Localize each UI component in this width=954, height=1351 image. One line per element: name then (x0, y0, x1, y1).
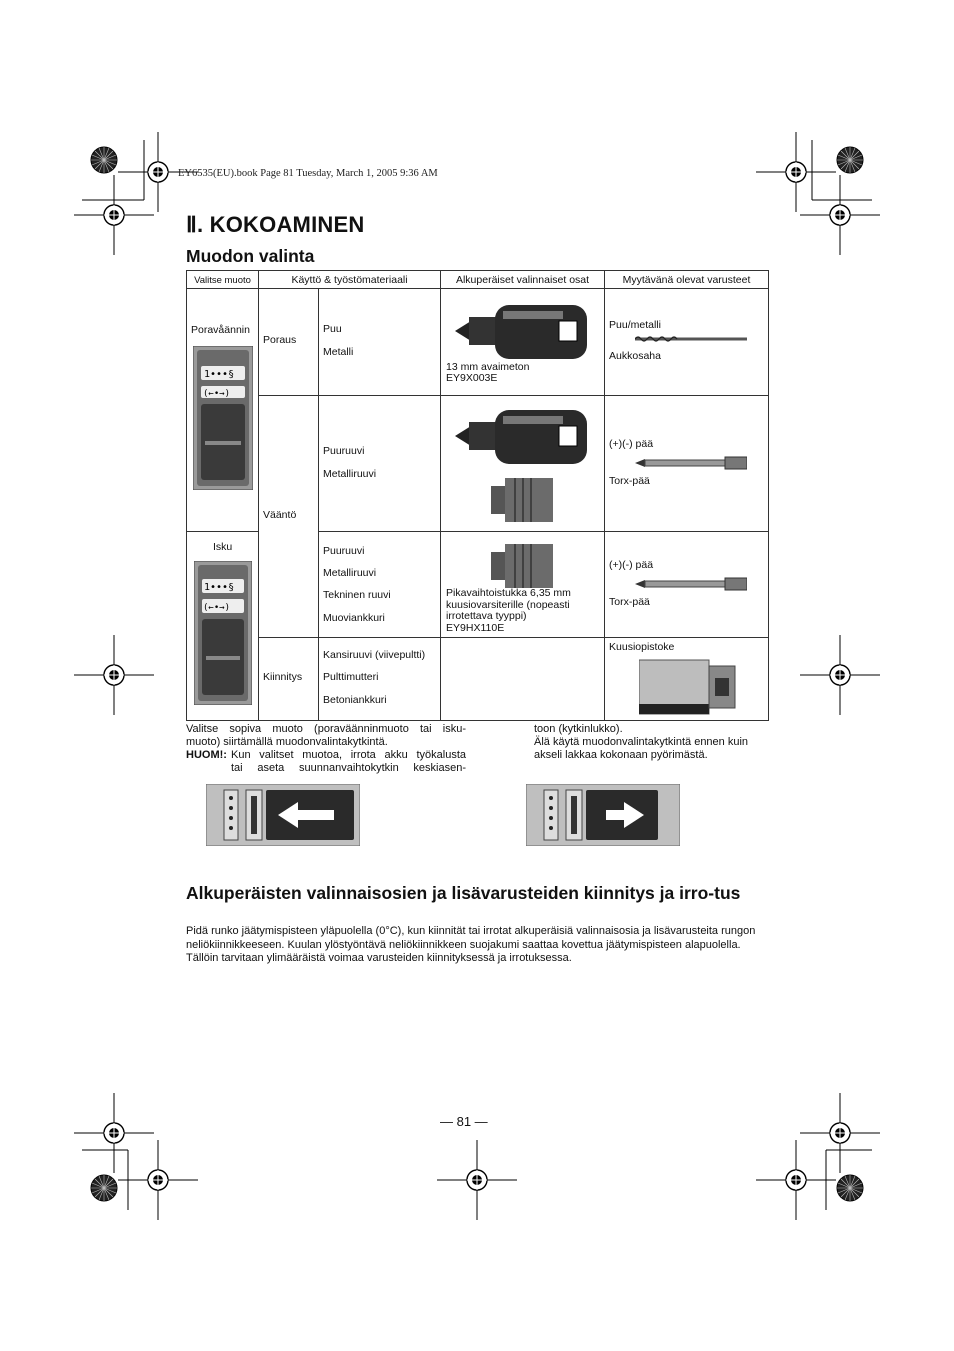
switch-right-arrow-image (526, 784, 680, 846)
acc-hole-saw: Aukkosaha (609, 350, 661, 362)
keyless-chuck-image (455, 299, 595, 363)
section2-body: Pidä runko jäätymispisteen yläpuolella (0°C), kun kiinnität tai irrotat alkuperäisiä valinnaisosia ja lisävarusteita rungon neliökiinnikkeeseen. Kuulan ylöstyöntävä neliökiinnikkeen suojakumi saattaa kovettua jäätymispisteen alapuolella. Tällöin tarvitaan ylimääräistä voimaa varusteiden kiinnityksessä ja irrotuksessa. (186, 925, 756, 964)
right-para-line-2: Älä käytä muodonvalintakytkintä ennen kuin (534, 736, 749, 748)
mode-switch-drill-image (193, 346, 253, 490)
use-drilling-cell (259, 289, 319, 396)
right-paragraph (534, 723, 770, 762)
mode-impact-label: Isku (213, 541, 233, 553)
acc-torx-bit: Torx-pää (609, 475, 650, 487)
header-original-parts: Alkuperäiset valinnaiset osat (441, 271, 605, 289)
use-fastening-label: Kiinnitys (263, 671, 303, 683)
accessories-screw-cell (605, 396, 769, 532)
material-metal-screw: Metalliruuvi (323, 468, 377, 480)
chuck-code: EY9X003E (446, 372, 498, 384)
use-fastening-cell (259, 638, 319, 721)
note-line-1: Kun valitset muotoa, irrota akku työkalusta (231, 749, 466, 761)
svg-text:1•••§: 1•••§ (204, 369, 235, 380)
quick-chuck-code: EY9HX110E (446, 621, 505, 634)
switch-left-arrow-image (206, 784, 360, 846)
mode-switch-impact-image (194, 561, 252, 705)
section-title: Muodon valinta (186, 246, 315, 266)
book-header-line: EY6535(EU).book Page 81 Tuesday, March 1, 2005 9:36 AM (178, 168, 438, 179)
page-title: Ⅱ. KOKOAMINEN (186, 212, 365, 237)
materials-drill-cell (319, 289, 441, 396)
materials-fasten-cell (319, 638, 441, 721)
use-screwing-cell (259, 396, 319, 638)
right-para-line-3: akseli lakkaa kokonaan pyörimästä. (534, 749, 708, 761)
materials-screw-cell (319, 396, 441, 532)
svg-text:(←•→): (←•→) (203, 389, 231, 399)
acc-impact-phillips-bit: (+)(-) pää (609, 559, 654, 571)
material-impact-wood-screw: Puuruuvi (323, 545, 365, 557)
mode-drill-cell (187, 289, 259, 532)
left-para-line-1: Valitse sopiva muoto (poraväänninmuoto tai isku- (186, 723, 466, 735)
original-empty-cell (441, 638, 605, 721)
keyless-chuck-image-2 (455, 404, 595, 468)
material-wood-screw: Puuruuvi (323, 445, 365, 457)
hex-socket-image (639, 656, 737, 718)
mode-impact-cell (187, 532, 259, 721)
mode-drill-label: Poravåännin (191, 324, 250, 336)
note-line-2: tai aseta suunnanvaihtokytkin keskiasen- (231, 762, 466, 774)
original-chuck-cell (441, 289, 605, 396)
accessories-impact-cell (605, 532, 769, 638)
acc-phillips-bit: (+)(-) pää (609, 438, 654, 450)
acc-hex-socket: Kuusiopistoke (609, 641, 675, 653)
material-plastic-anchor: Muoviankkuri (323, 612, 385, 624)
material-technical-screw: Tekninen ruuvi (323, 589, 391, 601)
material-metal: Metalli (323, 346, 354, 358)
use-screwing-label: Vääntö (263, 509, 297, 521)
accessories-drill-cell (605, 289, 769, 396)
materials-impact-cell (319, 532, 441, 638)
original-quick-chuck-cell (441, 532, 605, 638)
quick-chuck-label-2: kuusiovarsiterille (nopeasti (446, 598, 570, 611)
left-paragraph (186, 723, 466, 775)
use-drilling-label: Poraus (263, 334, 297, 346)
header-accessories: Myytävänä olevat varusteet (605, 271, 769, 289)
acc-impact-torx-bit: Torx-pää (609, 596, 650, 608)
material-wood: Puu (323, 323, 342, 335)
page-number: — 81 — (440, 1114, 488, 1129)
section2-title: Alkuperäisten valinnaisosien ja lisävarusteiden kiinnitys ja irro-tus (186, 883, 741, 903)
note-label: HUOM!: (186, 749, 227, 761)
header-mode: Valitse muoto (187, 271, 259, 289)
left-para-line-2: muoto) siirtämällä muodonvalintakytkintä. (186, 736, 388, 748)
mode-selection-table (186, 270, 769, 721)
right-para-line-1: toon (kytkinlukko). (534, 723, 623, 735)
original-chuck-screw-cell (441, 396, 605, 532)
svg-text:(←•→): (←•→) (203, 603, 231, 613)
acc-wood-metal: Puu/metalli (609, 319, 661, 331)
material-lag-bolt: Kansiruuvi (viivepultti) (323, 649, 426, 661)
material-impact-metal-screw: Metalliruuvi (323, 567, 377, 579)
drill-bit-icon (635, 335, 747, 343)
quick-chuck-label-1: Pikavaihtoistukka 6,35 mm (446, 587, 571, 599)
quick-chuck-image (491, 476, 555, 524)
screwdriver-bit-icon (635, 456, 747, 470)
material-bolt-nut: Pulttimutteri (323, 671, 379, 683)
svg-text:1•••§: 1•••§ (204, 582, 235, 593)
quick-chuck-label-3: irrotettava tyyppi) (446, 610, 527, 622)
material-concrete-anchor: Betoniankkuri (323, 694, 387, 706)
quick-chuck-image-2 (491, 542, 555, 590)
screwdriver-bit-icon-2 (635, 577, 747, 591)
accessories-fasten-cell (605, 638, 769, 721)
header-use: Käyttö & työstömateriaali (259, 271, 441, 289)
chuck-label: 13 mm avaimeton (446, 361, 530, 373)
